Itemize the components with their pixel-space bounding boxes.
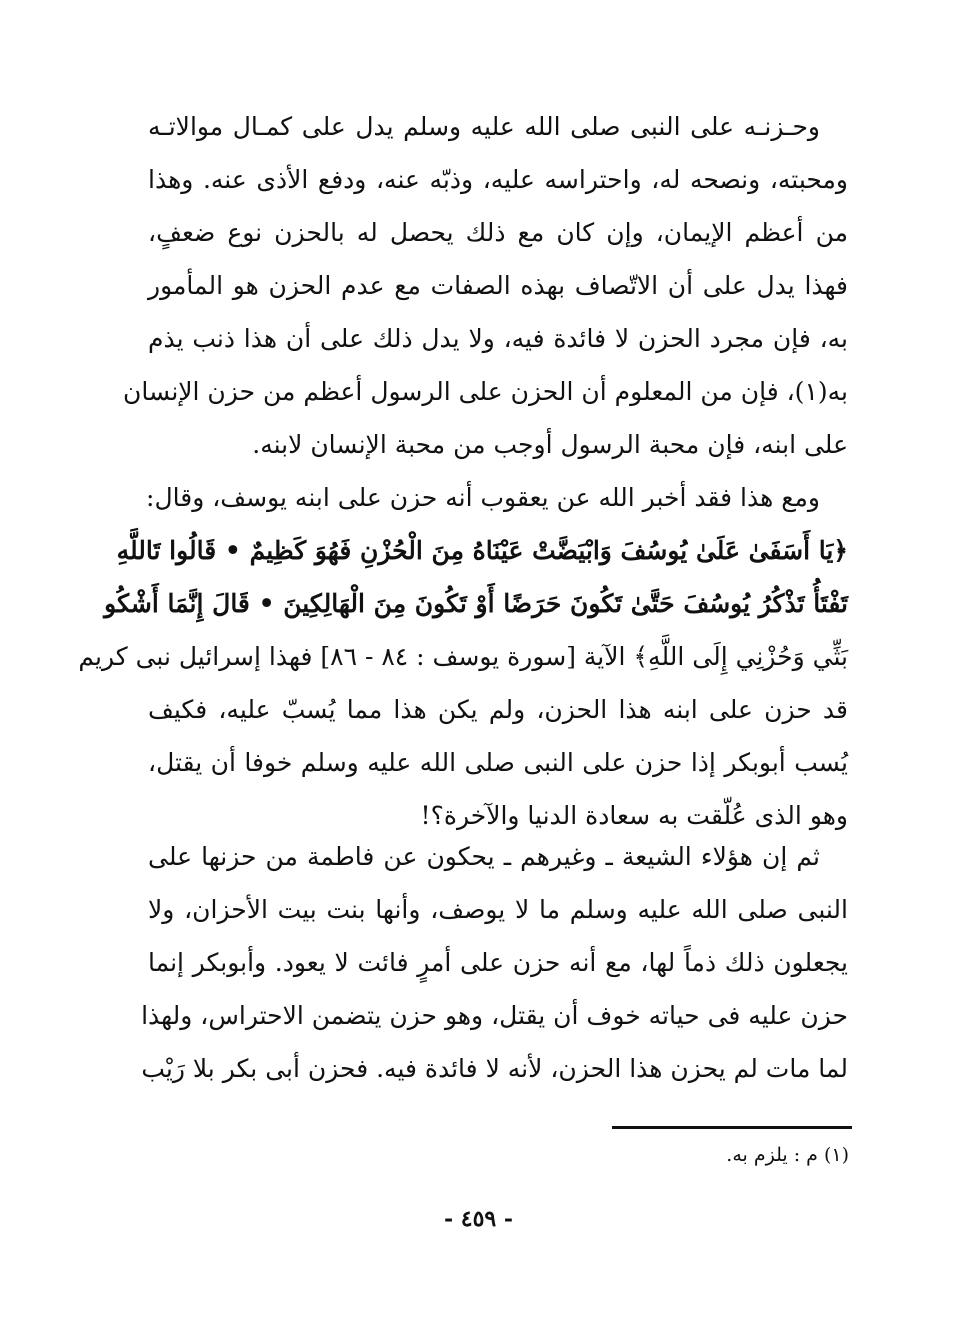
text-line: وحـزنـه على النبى صلى الله عليه وسلم يدل على كمـال موالاتـه bbox=[148, 112, 820, 141]
text-line: وهو الذى عُلّقت به سعادة الدنيا والآخرة؟! bbox=[420, 801, 848, 830]
text-line: به، فإن مجرد الحزن لا فائدة فيه، ولا يدل ذلك على أن هذا ذنب يذم bbox=[148, 324, 848, 353]
footnote-separator bbox=[612, 1126, 852, 1129]
text-line: النبى صلى الله عليه وسلم ما لا يوصف، وأنها بنت بيت الأحزان، ولا bbox=[148, 895, 848, 924]
text-line: بَثِّي وَحُزْنِي إِلَى اللَّهِ﴾ الآية [سورة يوسف : ٨٤ - ٨٦] فهذا إسرائيل نبى كريم bbox=[78, 642, 848, 671]
text-line: فهذا يدل على أن الاتّصاف بهذه الصفات مع عدم الحزن هو المأمور bbox=[148, 271, 848, 300]
text-line: ومحبته، ونصحه له، واحتراسه عليه، وذبّه عنه، ودفع الأذى عنه. وهذا bbox=[148, 165, 848, 194]
paragraph-3 bbox=[141, 830, 848, 1095]
paragraph-1 bbox=[123, 100, 848, 471]
footnote: (١) م : يلزم به. bbox=[726, 1144, 849, 1166]
text-line: ومع هذا فقد أخبر الله عن يعقوب أنه حزن على ابنه يوسف، وقال: bbox=[146, 483, 820, 512]
text-line: لما مات لم يحزن هذا الحزن، لأنه لا فائدة فيه. فحزن أبى بكر بلا رَيْب bbox=[141, 1054, 848, 1083]
page-number: - ٤٥٩ - bbox=[443, 1206, 514, 1232]
text-line: على ابنه، فإن محبة الرسول أوجب من محبة الإنسان لابنه. bbox=[252, 430, 848, 459]
text-line: ثم إن هؤلاء الشيعة ـ وغيرهم ـ يحكون عن فاطمة من حزنها على bbox=[148, 842, 820, 871]
text-line: يُسب أبوبكر إذا حزن على النبى صلى الله عليه وسلم خوفا أن يقتل، bbox=[148, 748, 848, 777]
quran-verse-line: تَفْتَأُ تَذْكُرُ يُوسُفَ حَتَّىٰ تَكُونَ حَرَضًا أَوْ تَكُونَ مِنَ الْهَالِكِينَ • قَالَ إِنَّمَا أَشْكُو bbox=[104, 589, 848, 618]
paragraph-2 bbox=[78, 471, 848, 842]
quran-verse-line: ﴿يَا أَسَفَىٰ عَلَىٰ يُوسُفَ وَابْيَضَّتْ عَيْنَاهُ مِنَ الْحُزْنِ فَهُوَ كَظِيمٌ • قَالُوا تَاللَّهِ bbox=[116, 536, 848, 565]
text-line: من أعظم الإيمان، وإن كان مع ذلك يحصل له بالحزن نوع ضعفٍ، bbox=[148, 218, 848, 247]
text-line: به(١)، فإن من المعلوم أن الحزن على الرسول أعظم من حزن الإنسان bbox=[123, 377, 848, 406]
text-line: يجعلون ذلك ذماً لها، مع أنه حزن على أمرٍ فائت لا يعود. وأبوبكر إنما bbox=[148, 948, 848, 977]
text-line: قد حزن على ابنه هذا الحزن، ولم يكن هذا مما يُسبّ عليه، فكيف bbox=[148, 695, 848, 724]
text-line: حزن عليه فى حياته خوف أن يقتل، وهو حزن يتضمن الاحتراس، ولهذا bbox=[141, 1001, 848, 1030]
